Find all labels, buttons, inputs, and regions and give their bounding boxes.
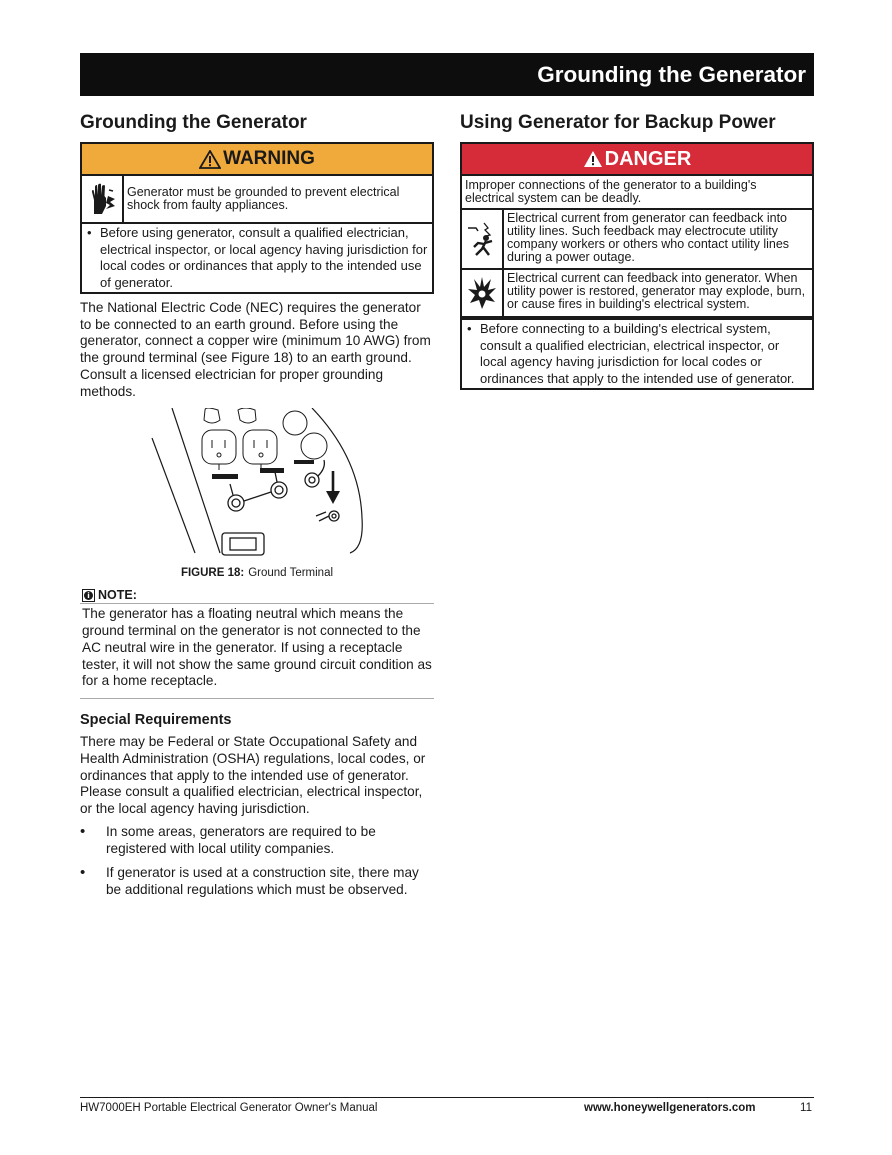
- page-header-band: [80, 53, 814, 96]
- explosion-icon: [462, 270, 504, 316]
- danger-row-text: Electrical current can feedback into generator. When utility power is restored, generator may explode, burn, or cause fires in building's electrical system.: [507, 271, 806, 311]
- warning-header: [82, 144, 432, 176]
- warning-box: [80, 142, 434, 294]
- warning-row-text: Generator must be grounded to prevent electrical shock from faulty appliances.: [127, 185, 400, 212]
- section-heading-backup-power: Using Generator for Backup Power: [460, 112, 776, 133]
- special-requirements-heading: Special Requirements: [80, 712, 232, 729]
- figure-ground-terminal: [80, 408, 434, 580]
- list-item: • In some areas, generators are required to be registered with local utility companies.: [80, 824, 434, 858]
- warning-bullet: • Before using generator, consult a qualified electrician, electrical inspector, or local agency having jurisdiction for local codes or ordinances that apply to the intended use of generator.: [82, 224, 432, 292]
- note-box: [80, 588, 434, 699]
- danger-header: [462, 144, 812, 176]
- grounding-paragraph: The National Electric Code (NEC) requires the generator to be connected to an earth ground. Before using the generator, connect a copper wire (minimum 10 AWG) from the ground terminal (see Figure 18) to an earth ground. Consult a licensed electrician for proper grounding methods.: [80, 300, 431, 399]
- control-panel-illustration: [80, 408, 434, 558]
- warning-row: [82, 176, 432, 224]
- info-icon: [82, 589, 95, 602]
- danger-label: DANGER: [604, 147, 692, 170]
- electric-shock-hand-icon: [82, 176, 124, 222]
- danger-box: [460, 142, 814, 390]
- warning-triangle-icon: [199, 150, 221, 169]
- warning-label: WARNING: [223, 148, 315, 169]
- section-heading-grounding: Grounding the Generator: [80, 112, 307, 133]
- right-column: [460, 112, 814, 390]
- danger-row: [462, 270, 812, 318]
- danger-bullet: • Before connecting to a building's electrical system, consult a qualified electrician, electrical inspector, or local agency having jurisdiction for local codes or ordinances that apply to the intended use of generator.: [462, 318, 812, 388]
- danger-row: [462, 210, 812, 270]
- electrocution-icon: [462, 210, 504, 268]
- danger-triangle-icon: [583, 150, 603, 168]
- page-header-title: Grounding the Generator: [537, 62, 806, 87]
- left-column: [80, 112, 434, 907]
- footer-page-number: 11: [800, 1102, 812, 1114]
- danger-row-text: Electrical current from generator can feedback into utility lines. Such feedback may electrocute utility company workers or others who contact utility lines during a power outage.: [507, 211, 790, 264]
- figure-label: FIGURE 18:: [180, 567, 245, 580]
- note-label: NOTE:: [98, 588, 137, 603]
- note-text: The generator has a floating neutral which means the ground terminal on the generator is not connected to the AC neutral wire in the generator. If using a receptacle tester, it will not show the same ground circuit condition as for a home receptacle.: [82, 606, 432, 689]
- footer-manual-title: HW7000EH Portable Electrical Generator Owner's Manual: [80, 1102, 378, 1114]
- danger-intro: Improper connections of the generator to a building's electrical system can be deadly.: [462, 176, 812, 210]
- list-item: • If generator is used at a construction site, there may be additional regulations which must be observed.: [80, 865, 434, 899]
- note-header: [80, 588, 434, 604]
- figure-caption: [80, 567, 434, 579]
- special-requirements-paragraph: There may be Federal or State Occupational Safety and Health Administration (OSHA) regulations, local codes, or ordinances that apply to the intended use of generator. Please consult a qualified electrician, electrical inspector, or the local agency having jurisdiction.: [80, 734, 426, 817]
- footer-website-link[interactable]: www.honeywellgenerators.com: [584, 1102, 756, 1114]
- page-footer: [80, 1097, 814, 1114]
- figure-caption-text: Ground Terminal: [248, 567, 334, 580]
- special-requirements-list: [80, 824, 434, 899]
